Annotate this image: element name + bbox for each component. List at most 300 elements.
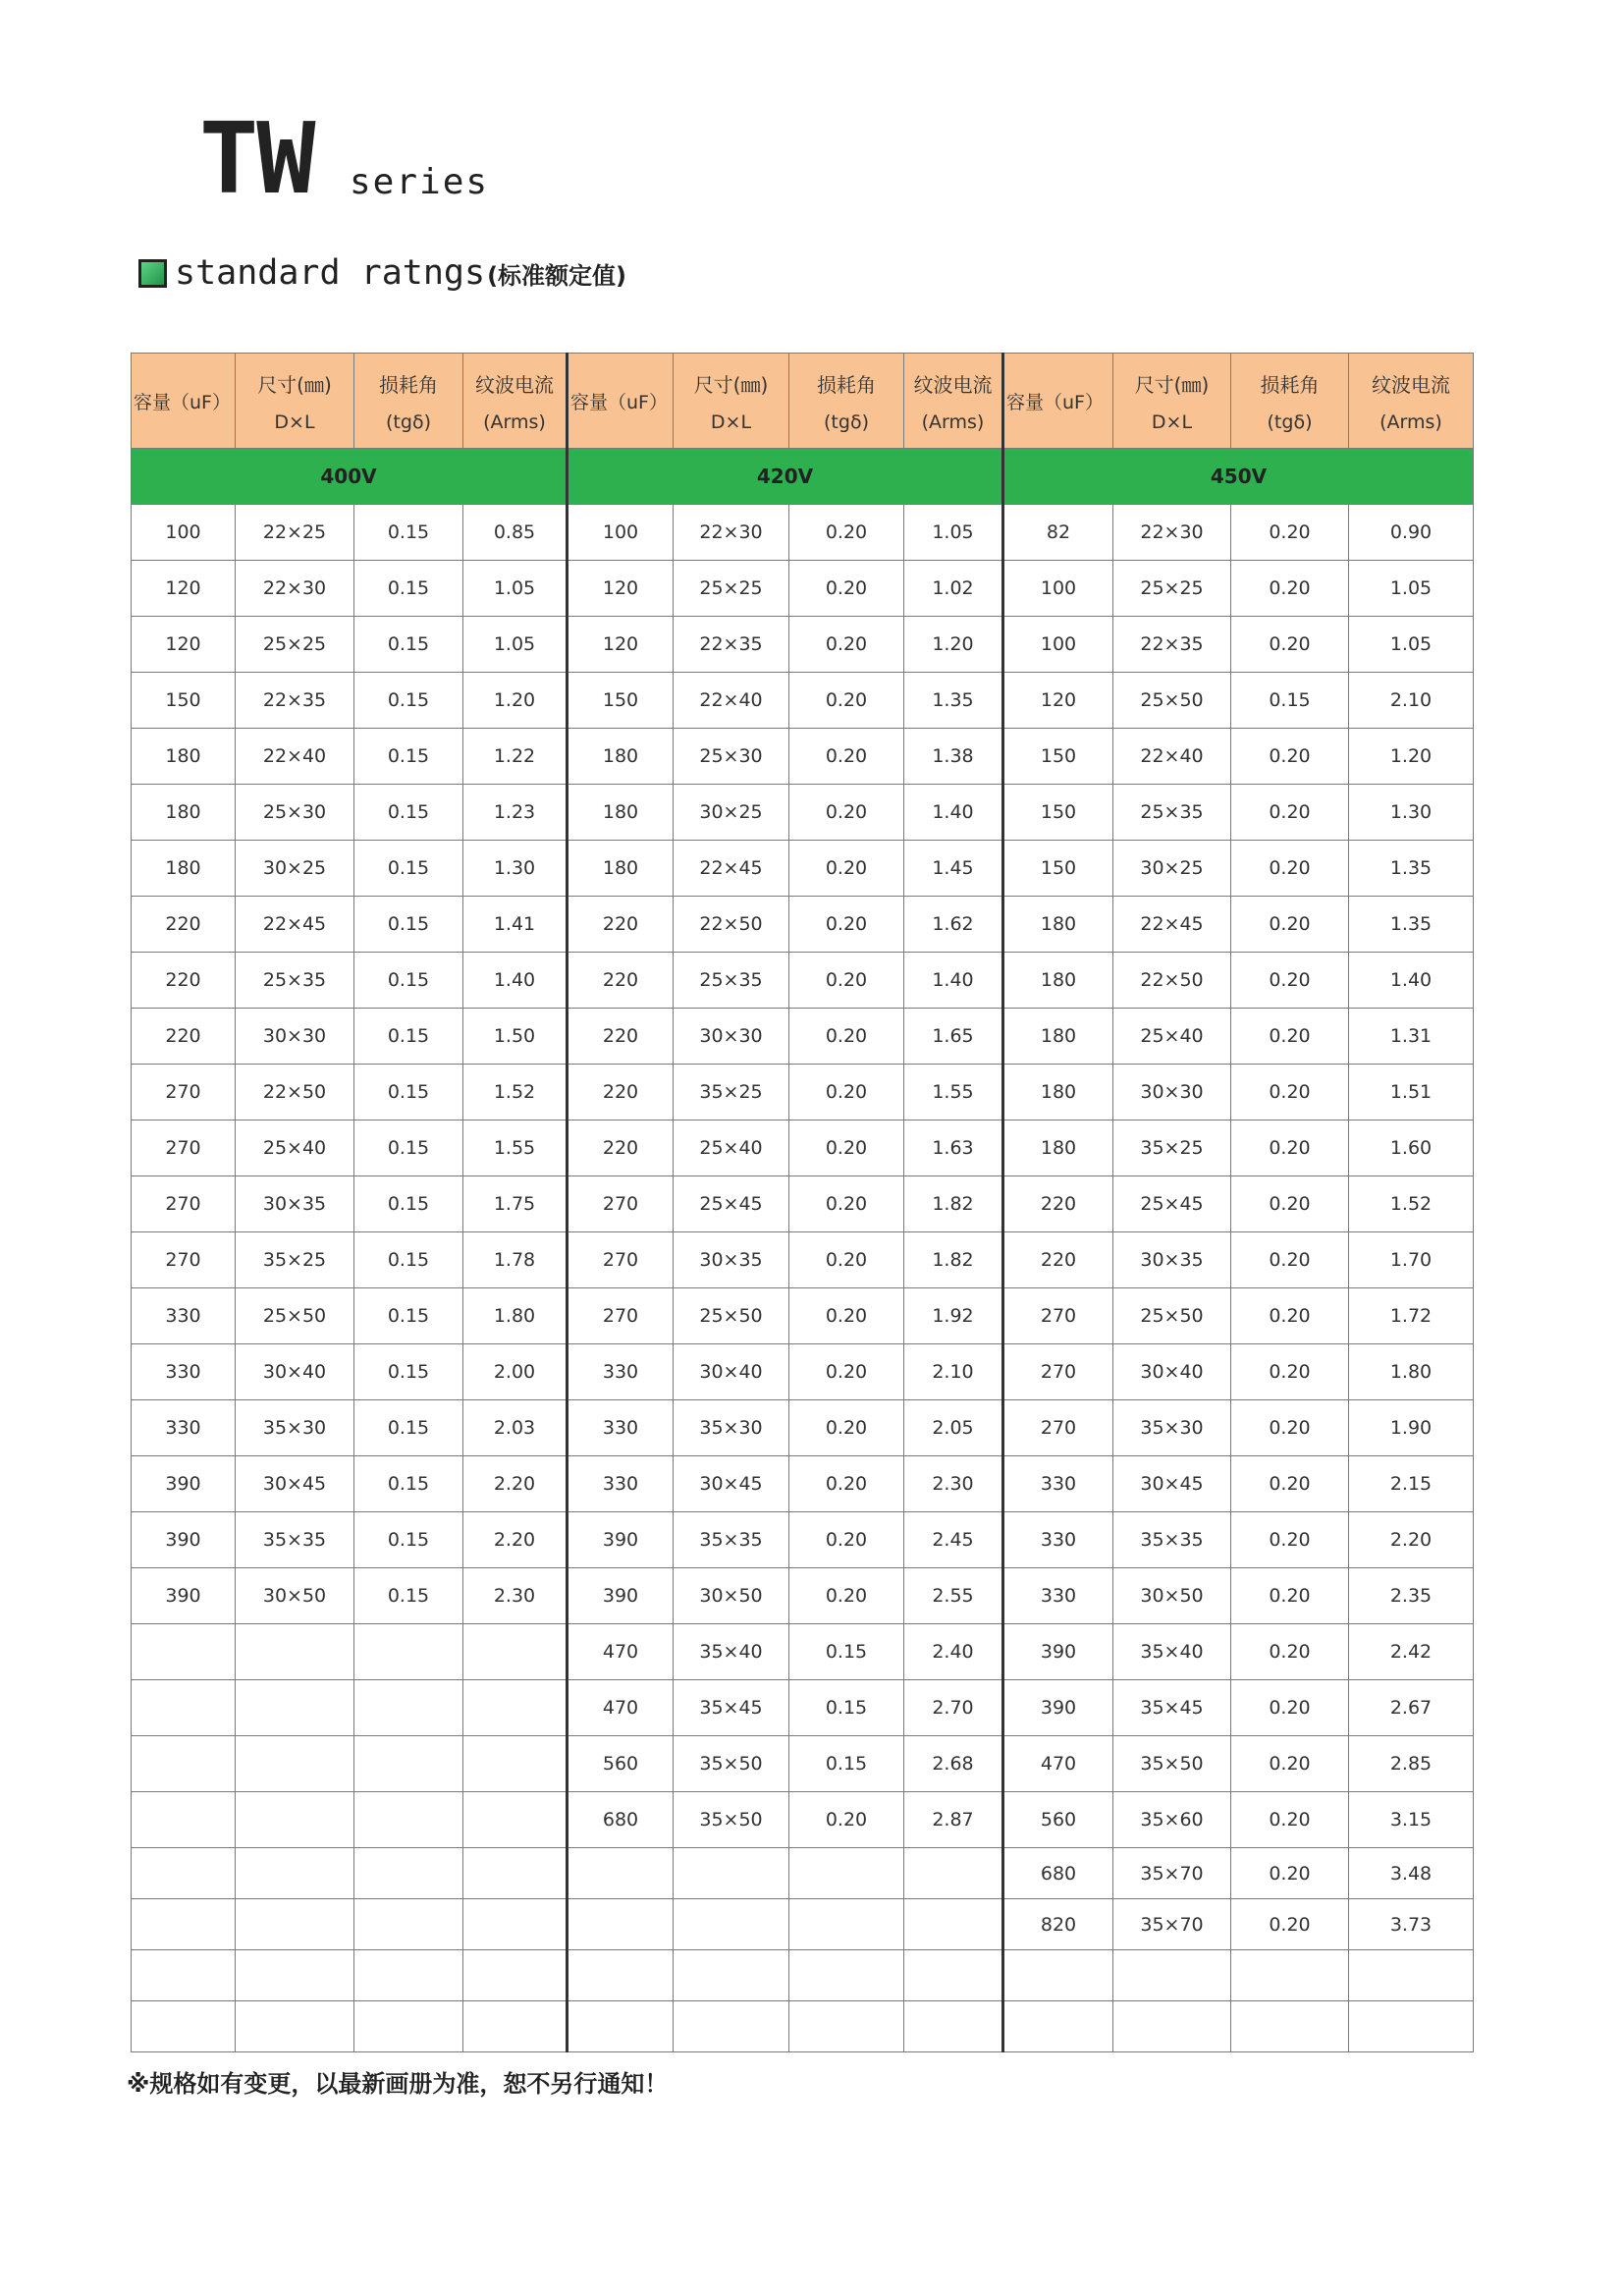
header-loss-angle-text: 损耗角 [379,372,438,397]
header-capacity-text: 容量（uF） [1006,391,1104,413]
ripple-cell: 1.75 [463,1176,568,1232]
ripple-cell: 1.45 [904,841,1003,897]
loss-cell: 0.20 [789,729,904,785]
table-row [132,897,1474,953]
capacity-cell: 150 [1003,729,1113,785]
loss-cell: 0.20 [789,1232,904,1288]
capacity-cell [568,2001,674,2052]
loss-cell: 0.15 [354,785,463,841]
capacity-cell [568,1899,674,1950]
capacity-cell: 270 [568,1176,674,1232]
size-cell: 35×40 [674,1624,789,1680]
header-ripple-current [1349,354,1474,449]
ripple-cell: 2.85 [1349,1736,1474,1792]
series-title: TW [199,101,314,216]
ripple-cell [463,1950,568,2001]
size-cell: 30×50 [674,1568,789,1624]
ripple-cell: 1.05 [463,561,568,617]
ripple-cell: 1.92 [904,1288,1003,1344]
loss-cell [354,1624,463,1680]
size-cell: 30×30 [1113,1065,1231,1121]
capacity-cell: 470 [568,1680,674,1736]
loss-cell: 0.20 [1231,785,1349,841]
capacity-cell: 220 [132,897,236,953]
loss-cell: 0.20 [1231,1288,1349,1344]
ripple-cell: 2.30 [904,1456,1003,1512]
green-square-icon [138,259,167,288]
size-cell: 22×30 [674,505,789,561]
capacity-cell: 680 [1003,1848,1113,1899]
header-ripple-current [463,354,568,449]
capacity-cell: 180 [568,785,674,841]
capacity-cell: 330 [568,1344,674,1400]
table-row [132,1232,1474,1288]
table-row [132,1288,1474,1344]
size-cell [674,1950,789,2001]
header-capacity [568,354,674,449]
capacity-cell: 390 [132,1456,236,1512]
size-cell [236,1848,354,1899]
capacity-cell: 120 [568,617,674,673]
size-cell: 30×30 [236,1009,354,1065]
ripple-cell: 1.20 [463,673,568,729]
capacity-cell: 180 [568,841,674,897]
ripple-cell: 1.05 [1349,617,1474,673]
table-row [132,1568,1474,1624]
loss-cell: 0.15 [789,1736,904,1792]
loss-cell: 0.20 [789,953,904,1009]
loss-cell: 0.20 [1231,1456,1349,1512]
loss-cell: 0.20 [1231,1792,1349,1848]
capacity-cell: 150 [1003,785,1113,841]
size-cell: 25×40 [674,1121,789,1176]
loss-cell [789,1899,904,1950]
capacity-cell: 220 [132,953,236,1009]
loss-cell: 0.15 [354,561,463,617]
capacity-cell: 330 [1003,1456,1113,1512]
table-row [132,561,1474,617]
header-capacity-text: 容量（uF） [570,391,668,413]
size-cell: 35×35 [236,1512,354,1568]
loss-cell: 0.15 [354,1121,463,1176]
capacity-cell [132,1736,236,1792]
loss-cell: 0.15 [354,729,463,785]
header-size [1113,354,1231,449]
loss-cell: 0.15 [354,1456,463,1512]
size-cell: 30×35 [1113,1232,1231,1288]
ripple-cell: 2.45 [904,1512,1003,1568]
header-size-text: 尺寸(㎜) [693,372,769,397]
loss-cell: 0.20 [789,617,904,673]
capacity-cell: 220 [1003,1176,1113,1232]
ripple-cell [904,1848,1003,1899]
loss-cell: 0.20 [1231,1848,1349,1899]
loss-cell: 0.15 [354,1288,463,1344]
ripple-cell: 1.35 [1349,897,1474,953]
size-cell: 25×50 [1113,1288,1231,1344]
size-cell: 35×30 [236,1400,354,1456]
size-cell: 30×30 [674,1009,789,1065]
ripple-cell: 1.31 [1349,1009,1474,1065]
capacity-cell: 150 [1003,841,1113,897]
size-cell [1113,1950,1231,2001]
loss-cell: 0.15 [354,1176,463,1232]
ripple-cell [904,1899,1003,1950]
loss-cell [354,1736,463,1792]
loss-cell: 0.15 [354,1009,463,1065]
ripple-cell [463,1848,568,1899]
capacity-cell: 330 [1003,1512,1113,1568]
loss-cell: 0.20 [1231,1400,1349,1456]
ripple-cell: 2.15 [1349,1456,1474,1512]
capacity-cell: 180 [1003,1121,1113,1176]
header-loss-angle [354,354,463,449]
ripple-cell: 1.52 [463,1065,568,1121]
capacity-cell: 680 [568,1792,674,1848]
header-loss-angle-text: 损耗角 [1260,372,1320,397]
size-cell: 25×50 [1113,673,1231,729]
capacity-cell: 270 [568,1232,674,1288]
header-capacity [132,354,236,449]
capacity-cell [1003,2001,1113,2052]
loss-cell: 0.20 [789,1176,904,1232]
header-size-text: 尺寸(㎜) [257,372,332,397]
loss-cell [789,1950,904,2001]
capacity-cell: 220 [132,1009,236,1065]
table-row [132,1121,1474,1176]
capacity-cell: 150 [132,673,236,729]
header-loss-angle-text: (tgδ) [386,410,431,433]
loss-cell: 0.20 [1231,897,1349,953]
capacity-cell: 270 [132,1121,236,1176]
size-cell [674,1848,789,1899]
loss-cell: 0.15 [354,897,463,953]
ripple-cell: 1.02 [904,561,1003,617]
header-size [236,354,354,449]
size-cell: 22×25 [236,505,354,561]
ripple-cell: 1.70 [1349,1232,1474,1288]
capacity-cell: 560 [1003,1792,1113,1848]
size-cell: 22×40 [1113,729,1231,785]
capacity-cell [132,1848,236,1899]
table-row [132,729,1474,785]
size-cell: 30×40 [674,1344,789,1400]
table-row [132,1792,1474,1848]
loss-cell: 0.20 [1231,953,1349,1009]
size-cell: 25×35 [1113,785,1231,841]
ripple-cell: 2.30 [463,1568,568,1624]
size-cell: 35×50 [674,1792,789,1848]
capacity-cell: 220 [568,1121,674,1176]
loss-cell: 0.20 [1231,1512,1349,1568]
size-cell: 35×25 [1113,1121,1231,1176]
capacity-cell: 330 [568,1456,674,1512]
loss-cell: 0.15 [354,1232,463,1288]
loss-cell: 0.15 [789,1680,904,1736]
ripple-cell: 1.90 [1349,1400,1474,1456]
ripple-cell: 1.50 [463,1009,568,1065]
ripple-cell: 2.00 [463,1344,568,1400]
size-cell: 30×45 [236,1456,354,1512]
size-cell [236,1792,354,1848]
capacity-cell: 270 [132,1065,236,1121]
ripple-cell: 0.85 [463,505,568,561]
capacity-cell: 180 [568,729,674,785]
size-cell: 30×50 [1113,1568,1231,1624]
table-row [132,2001,1474,2052]
ripple-cell: 1.40 [463,953,568,1009]
capacity-cell: 150 [568,673,674,729]
loss-cell: 0.20 [1231,1680,1349,1736]
capacity-cell: 180 [1003,1009,1113,1065]
capacity-cell: 270 [568,1288,674,1344]
section-label: standard ratngs [175,253,486,293]
header-ripple-current-text: 纹波电流 [913,372,993,397]
capacity-cell: 820 [1003,1899,1113,1950]
table-row [132,1899,1474,1950]
ripple-cell: 2.87 [904,1792,1003,1848]
ripple-cell: 1.52 [1349,1176,1474,1232]
size-cell: 30×25 [674,785,789,841]
capacity-cell: 82 [1003,505,1113,561]
capacity-cell: 330 [132,1344,236,1400]
capacity-cell: 390 [132,1568,236,1624]
loss-cell: 0.15 [1231,673,1349,729]
size-cell: 35×70 [1113,1899,1231,1950]
size-cell [236,1624,354,1680]
ripple-cell: 1.30 [463,841,568,897]
size-cell: 25×45 [674,1176,789,1232]
capacity-cell: 560 [568,1736,674,1792]
capacity-cell: 270 [132,1232,236,1288]
capacity-cell: 180 [1003,953,1113,1009]
loss-cell [1231,1950,1349,2001]
loss-cell: 0.20 [1231,729,1349,785]
ripple-cell [1349,1950,1474,2001]
size-cell: 22×30 [1113,505,1231,561]
header-ripple-current-text: (Arms) [921,410,985,433]
table-row [132,1344,1474,1400]
ripple-cell: 1.40 [904,953,1003,1009]
ripple-cell: 1.82 [904,1176,1003,1232]
ripple-cell [463,1680,568,1736]
voltage-label: 420V [568,449,1003,505]
loss-cell: 0.15 [354,953,463,1009]
capacity-cell: 330 [132,1400,236,1456]
loss-cell: 0.20 [789,505,904,561]
table-row [132,505,1474,561]
ripple-cell: 1.60 [1349,1121,1474,1176]
capacity-cell: 390 [1003,1680,1113,1736]
capacity-cell: 390 [568,1512,674,1568]
ripple-cell [904,1950,1003,2001]
loss-cell: 0.20 [1231,1121,1349,1176]
table-row [132,1950,1474,2001]
capacity-cell: 120 [568,561,674,617]
header-size-text: D×L [710,410,752,433]
loss-cell: 0.20 [1231,1232,1349,1288]
ripple-cell: 1.22 [463,729,568,785]
loss-cell: 0.20 [789,1792,904,1848]
size-cell: 25×35 [674,953,789,1009]
ripple-cell: 2.20 [463,1456,568,1512]
capacity-cell: 120 [1003,673,1113,729]
ripple-cell: 2.70 [904,1680,1003,1736]
loss-cell: 0.20 [789,561,904,617]
ripple-cell: 2.55 [904,1568,1003,1624]
size-cell: 30×45 [1113,1456,1231,1512]
loss-cell: 0.20 [789,1400,904,1456]
header-ripple-current [904,354,1003,449]
ripple-cell [463,1736,568,1792]
loss-cell: 0.20 [789,1121,904,1176]
size-cell: 35×50 [674,1736,789,1792]
ripple-cell: 3.48 [1349,1848,1474,1899]
ripple-cell: 1.65 [904,1009,1003,1065]
loss-cell [354,1680,463,1736]
capacity-cell: 120 [132,561,236,617]
table-row [132,673,1474,729]
size-cell [236,1736,354,1792]
ripple-cell: 1.80 [1349,1344,1474,1400]
loss-cell: 0.20 [1231,1899,1349,1950]
loss-cell: 0.20 [789,673,904,729]
ripple-cell: 0.90 [1349,505,1474,561]
loss-cell: 0.20 [789,1009,904,1065]
size-cell: 35×50 [1113,1736,1231,1792]
size-cell: 25×50 [236,1288,354,1344]
size-cell: 35×70 [1113,1848,1231,1899]
section-heading [138,253,626,293]
loss-cell [1231,2001,1349,2052]
table-row [132,1680,1474,1736]
capacity-cell [132,1899,236,1950]
size-cell: 30×35 [236,1176,354,1232]
loss-cell: 0.20 [789,1568,904,1624]
ripple-cell [463,1899,568,1950]
capacity-cell: 100 [132,505,236,561]
capacity-cell: 390 [132,1512,236,1568]
size-cell: 22×35 [674,617,789,673]
loss-cell: 0.15 [354,1512,463,1568]
capacity-cell: 390 [568,1568,674,1624]
size-cell: 30×45 [674,1456,789,1512]
capacity-cell: 220 [568,1065,674,1121]
loss-cell: 0.15 [354,673,463,729]
size-cell: 22×45 [236,897,354,953]
capacity-cell: 270 [132,1176,236,1232]
ripple-cell: 1.20 [1349,729,1474,785]
table-row [132,841,1474,897]
header-ripple-current-text: 纹波电流 [475,372,554,397]
capacity-cell: 180 [1003,1065,1113,1121]
capacity-cell: 270 [1003,1344,1113,1400]
header-ripple-current-text: 纹波电流 [1372,372,1450,397]
ripple-cell: 1.30 [1349,785,1474,841]
size-cell: 30×25 [1113,841,1231,897]
size-cell: 22×40 [236,729,354,785]
loss-cell: 0.20 [1231,1065,1349,1121]
loss-cell: 0.20 [1231,841,1349,897]
capacity-cell: 220 [1003,1232,1113,1288]
table-row [132,1736,1474,1792]
header-loss-angle-text: (tgδ) [1267,410,1313,433]
table-row [132,1456,1474,1512]
ripple-cell: 2.20 [463,1512,568,1568]
table-row [132,1065,1474,1121]
loss-cell: 0.20 [1231,1009,1349,1065]
size-cell: 25×25 [236,617,354,673]
capacity-cell [132,1624,236,1680]
ripple-cell: 1.05 [463,617,568,673]
capacity-cell: 220 [568,953,674,1009]
size-cell: 30×50 [236,1568,354,1624]
ripple-cell: 1.35 [904,673,1003,729]
size-cell: 22×50 [674,897,789,953]
capacity-cell: 120 [132,617,236,673]
ripple-cell: 3.15 [1349,1792,1474,1848]
table-row [132,1009,1474,1065]
loss-cell: 0.15 [354,1400,463,1456]
ripple-cell: 2.40 [904,1624,1003,1680]
size-cell [674,2001,789,2052]
loss-cell [354,1899,463,1950]
capacity-cell: 100 [1003,617,1113,673]
size-cell: 35×25 [674,1065,789,1121]
header-ripple-current-text: (Arms) [483,410,546,433]
loss-cell [354,2001,463,2052]
table-row [132,1400,1474,1456]
size-cell: 35×30 [1113,1400,1231,1456]
loss-cell: 0.20 [1231,1568,1349,1624]
capacity-cell: 100 [568,505,674,561]
voltage-label: 400V [132,449,568,505]
section-label-cn: (标准额定值) [487,261,627,290]
size-cell: 22×50 [236,1065,354,1121]
loss-cell: 0.15 [354,1568,463,1624]
loss-cell: 0.20 [789,1065,904,1121]
loss-cell: 0.20 [789,1456,904,1512]
capacity-cell [132,1792,236,1848]
size-cell: 30×40 [1113,1344,1231,1400]
ripple-cell: 1.23 [463,785,568,841]
size-cell: 25×25 [674,561,789,617]
capacity-cell: 220 [568,897,674,953]
table-header-row [132,354,1474,449]
ripple-cell: 1.41 [463,897,568,953]
size-cell: 35×45 [1113,1680,1231,1736]
series-subtitle: series [350,162,490,202]
ripple-cell: 2.67 [1349,1680,1474,1736]
capacity-cell: 470 [568,1624,674,1680]
capacity-cell: 180 [1003,897,1113,953]
capacity-cell [568,1950,674,2001]
capacity-cell: 180 [132,729,236,785]
size-cell: 30×40 [236,1344,354,1400]
size-cell [236,1680,354,1736]
header-size [674,354,789,449]
capacity-cell: 470 [1003,1736,1113,1792]
loss-cell [354,1792,463,1848]
size-cell [1113,2001,1231,2052]
capacity-cell: 180 [132,841,236,897]
ripple-cell: 2.42 [1349,1624,1474,1680]
loss-cell: 0.20 [1231,561,1349,617]
loss-cell: 0.20 [1231,1736,1349,1792]
ripple-cell: 3.73 [1349,1899,1474,1950]
size-cell: 25×40 [236,1121,354,1176]
size-cell: 22×30 [236,561,354,617]
